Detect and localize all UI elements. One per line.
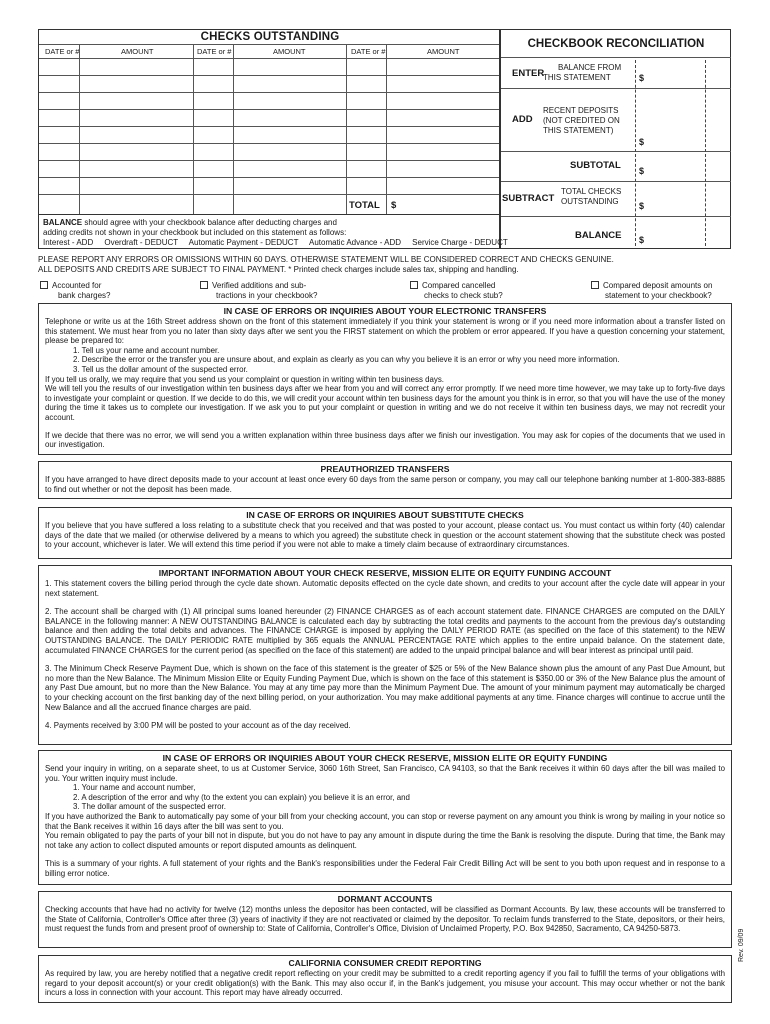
checks-total-label: TOTAL	[349, 200, 380, 211]
subtotal-field[interactable]	[635, 152, 731, 181]
subtract-text-1: TOTAL CHECKS	[561, 187, 622, 196]
subtotal-label: SUBTOTAL	[570, 160, 621, 171]
notice-line-1: PLEASE REPORT ANY ERRORS OR OMISSIONS WITHIN 60 DAYS. OTHERWISE STATEMENT WILL BE CONSIDERED CORRECT AND CHECKS GENUINE.	[38, 255, 614, 264]
col-date-3: DATE or #	[351, 47, 386, 56]
substitute-checks-title: IN CASE OF ERRORS OR INQUIRIES ABOUT SUBSTITUTE CHECKS	[246, 510, 524, 520]
checklist-item[interactable]: Compared cancelled checks to check stub?	[410, 281, 503, 300]
reconciliation-title: CHECKBOOK RECONCILIATION	[527, 38, 705, 50]
checkbox[interactable]	[40, 281, 48, 289]
checks-total-dollar: $	[391, 200, 397, 211]
subtract-dollar: $	[639, 201, 645, 211]
check-reserve-info-title: IMPORTANT INFORMATION ABOUT YOUR CHECK RESERVE, MISSION ELITE OR EQUITY FUNDING ACCOUNT	[158, 568, 612, 578]
credit-reporting-section: CALIFORNIA CONSUMER CREDIT REPORTING As required by law, you are hereby notified that a negative credit report reflecting on your credit may be submitted to a credit reporting agency if you fail to fulfill the terms of your obligations with regard to your deposit account(s) or your credit obligation(s) with the Bank. This may also occur if, in the Bank's judgement, you misuse your account. This may occur whether or not the bank incurs a loss in connection with your account. This report may have already occurred.	[38, 955, 732, 1003]
electronic-transfers-section: IN CASE OF ERRORS OR INQUIRIES ABOUT YOUR ELECTRONIC TRANSFERS Telephone or write us at the 16th Street address shown on the front of this statement immediately if you think your statement is wrong or if you need more information about a transfer listed on this statement. We must hear from you no later than sixty days after we sent you the FIRST statement on which the problem or error appeared. If you have a question concerning your statement, please be prepared to: 1. Tell us your name and account number. 2. Describe the error or the transfer you are unsure about, and explain as clearly as you can why you believe it is an error or why you need more information. 3. Tell us the dollar amount of the suspected error. If you tell us orally, we may require that you send us your complaint or question in writing within ten business days. We will tell you the results of our investigation within ten business days after we hear from you and will correct any error promptly. If we need more time however, we may take up to forty-five days to investigate your complaint or question. If we decide to do this, we will credit your account within ten business days for the amount you think is in error, so that you will have the use of the money during the time it takes us to complete our investigation. If we ask you to put your complaint or question in writing and we do not receive it within ten business days, we may not recredit your account. If we decide that there was no error, we will send you a written explanation within three business days after we finish our investigation. You may ask for copies of the documents that we used in our investigation.	[38, 303, 732, 455]
add-dollar: $	[639, 137, 645, 147]
revision-code: Rev. 09/09	[738, 928, 745, 962]
col-amount-2: AMOUNT	[273, 47, 306, 56]
checklist-item[interactable]: Compared deposit amounts on statement to your checkbook?	[591, 281, 712, 300]
check-reserve-errors-title: IN CASE OF ERRORS OR INQUIRIES ABOUT YOUR CHECK RESERVE, MISSION ELITE OR EQUITY FUNDING	[162, 753, 608, 763]
electronic-transfers-title: IN CASE OF ERRORS OR INQUIRIES ABOUT YOUR ELECTRONIC TRANSFERS	[223, 306, 547, 316]
checks-outstanding-title: CHECKS OUTSTANDING	[200, 31, 340, 43]
balance-note	[38, 215, 508, 249]
subtract-label: SUBTRACT	[502, 193, 555, 204]
balance-dollar: $	[639, 235, 645, 245]
check-reserve-errors-section: IN CASE OF ERRORS OR INQUIRIES ABOUT YOUR CHECK RESERVE, MISSION ELITE OR EQUITY FUNDING Send your inquiry in writing, on a separate sheet, to us at Customer Service, 3060 16th Street, San Francisco, CA 94103, so that the Bank receives it within 60 days after the bill was mailed to you. Your written inquiry must include. 1. Your name and account number, 2. A description of the error and why (to the extent you can explain) you believe it is an error, and 3. The dollar amount of the suspected error. If you have authorized the Bank to automatically pay some of your bill from your checking account, you can stop or reverse payment on any amount you think is wrong by mailing in your notice so that the Bank receives it within 16 days after the bill was sent to you. You remain obligated to pay the parts of your bill not in dispute, but you do not have to pay any amount in dispute during the time the Bank is resolving the dispute. During that time, the Bank may not take any action to collect disputed amounts or report disputed amounts as delinquent. This is a summary of your rights. A full statement of your rights and the Bank's responsibilities under the Federal Fair Credit Billing Act will be sent to you both upon request and in response to a billing error notice.	[38, 750, 732, 885]
balance-note-line1: should agree with your checkbook balance after deducting charges and	[82, 218, 337, 227]
substitute-checks-section: IN CASE OF ERRORS OR INQUIRIES ABOUT SUBSTITUTE CHECKS If you believe that you have suffered a loss relating to a substitute check that you received and that was posted to your account, please contact us. You must contact us within forty (40) calendar days of the date that we mailed (or otherwise delivered by a means to which you agreed) the substitute check in question or the account statement showing that the substitute check was posted to your account, whichever is later. We will extend this time period if you were not able to make a timely claim because of extraordinary circumstances.	[38, 507, 732, 559]
balance-note-bold: BALANCE	[43, 218, 83, 227]
balance-note-line2: adding credits not shown in your checkbook but included on this statement as follows:	[43, 228, 347, 237]
notice-line-2: ALL DEPOSITS AND CREDITS ARE SUBJECT TO FINAL PAYMENT. * Printed check charges include sales tax, shipping and handling.	[38, 264, 519, 274]
preauthorized-transfers-section: PREAUTHORIZED TRANSFERS If you have arranged to have direct deposits made to your account at least once every 60 days from the same person or company, you may call our telephone banking number at 1-800-383-8885 to find out whether or not the deposit has been made.	[38, 461, 732, 499]
col-date-1: DATE or #	[45, 47, 80, 56]
enter-label: ENTER	[512, 68, 545, 79]
enter-balance-field[interactable]	[635, 58, 731, 88]
subtract-text-2: OUTSTANDING	[561, 197, 619, 206]
balance-note-line3: Interest - ADD Overdraft - DEDUCT Automatic Payment - DEDUCT Automatic Advance - ADD Service Charge - DEDUCT	[43, 238, 508, 247]
enter-text-1: BALANCE FROM	[558, 63, 622, 72]
subtract-checks-field[interactable]	[635, 182, 731, 216]
checkbox[interactable]	[200, 281, 208, 289]
checkbook-reconciliation	[500, 29, 731, 249]
col-date-2: DATE or #	[197, 47, 232, 56]
balance-field[interactable]	[635, 217, 731, 249]
add-label: ADD	[512, 114, 533, 125]
checks-total-field[interactable]	[386, 194, 499, 214]
add-text-1: RECENT DEPOSITS	[543, 106, 619, 115]
balance-label: BALANCE	[575, 230, 622, 241]
checks-outstanding-table	[38, 29, 500, 215]
checkbox[interactable]	[410, 281, 418, 289]
add-deposits-field[interactable]	[635, 89, 731, 151]
enter-text-2: THIS STATEMENT	[543, 73, 611, 82]
subtotal-dollar: $	[639, 166, 645, 176]
add-text-3: THIS STATEMENT)	[543, 126, 614, 135]
dormant-accounts-section: DORMANT ACCOUNTS Checking accounts that have had no activity for twelve (12) months unless the depositor has been contacted, will be classified as Dormant Accounts. By law, these accounts will be transferred to the State of California, Controller's Office after three (3) years of inactivity if they are not reactivated or claimed by the depositor. To reclaim funds transferred to the State, depositors, or their heirs, must request the funds from and present proof of ownership to: State of California, Controller's Office, Division of Unclaimed Property, P.O. Box 942850, Sacramento, CA 94250-5873.	[38, 891, 732, 948]
dormant-accounts-title: DORMANT ACCOUNTS	[337, 894, 433, 904]
add-text-2: (NOT CREDITED ON	[543, 116, 620, 125]
credit-reporting-title: CALIFORNIA CONSUMER CREDIT REPORTING	[288, 958, 482, 968]
notice	[38, 255, 738, 274]
checkbox[interactable]	[591, 281, 599, 289]
col-amount-3: AMOUNT	[427, 47, 460, 56]
checklist-item[interactable]: Verified additions and sub- tractions in your checkbook?	[200, 281, 317, 300]
enter-dollar: $	[639, 73, 645, 83]
col-amount-1: AMOUNT	[121, 47, 154, 56]
checklist-item[interactable]: Accounted for bank charges?	[40, 281, 110, 300]
preauthorized-transfers-title: PREAUTHORIZED TRANSFERS	[320, 464, 450, 474]
check-reserve-info-section: IMPORTANT INFORMATION ABOUT YOUR CHECK RESERVE, MISSION ELITE OR EQUITY FUNDING ACCOUNT 1. This statement covers the billing period through the cycle date shown. Automatic deposits effected on the cycle date shown, and credits to your account after the cycle date will appear in your next statement. 2. The account shall be charged with (1) All principal sums loaned hereunder (2) FINANCE CHARGES as of each account statement date. FINANCE CHARGES are computed on the DAILY BALANCE in the following manner: A NEW OUTSTANDING BALANCE is calculated each day by subtracting the total credits and payments to the account from the previous day's outstanding balance and then adding the total debits and advances. The FINANCE CHARGE is imposed by applying the DAILY PERIOD RATE (as specified on the face of this statement) to the NEW OUTSTANDING BALANCE. The DAILY PERIODIC RATE multiplied by 365 equals the ANNUAL PERCENTAGE RATE which applies to the entire unpaid balance. On the statement date, accumulated FINANCE CHARGES for the current period (as specified on the face of this statement) are added to the unpaid principal balance and will bear interest as principal until paid. 3. The Minimum Check Reserve Payment Due, which is shown on the face of this statement is the greater of $25 or 5% of the New Balance shown plus the amount of any Past Due Amount, but no more than the New Balance. The Minimum Mission Elite or Equity Funding Payment Due, which is shown on the face of this statement is $350.00 or 3% of the New Balance plus the amount of any Past Due amount, but no more than the New Balance. You may at any time pay more than the Minimum Payment Due. The amount of your minimum payment may automatically be charged to your checking account on the first banking day of the next billing period, on your authorization. You may make additional payments at any time. Finance charges will continue to accrue until the New Balance and all the accrued finance charges are paid. 4. Payments received by 3:00 PM will be posted to your account as of the day received.	[38, 565, 732, 745]
